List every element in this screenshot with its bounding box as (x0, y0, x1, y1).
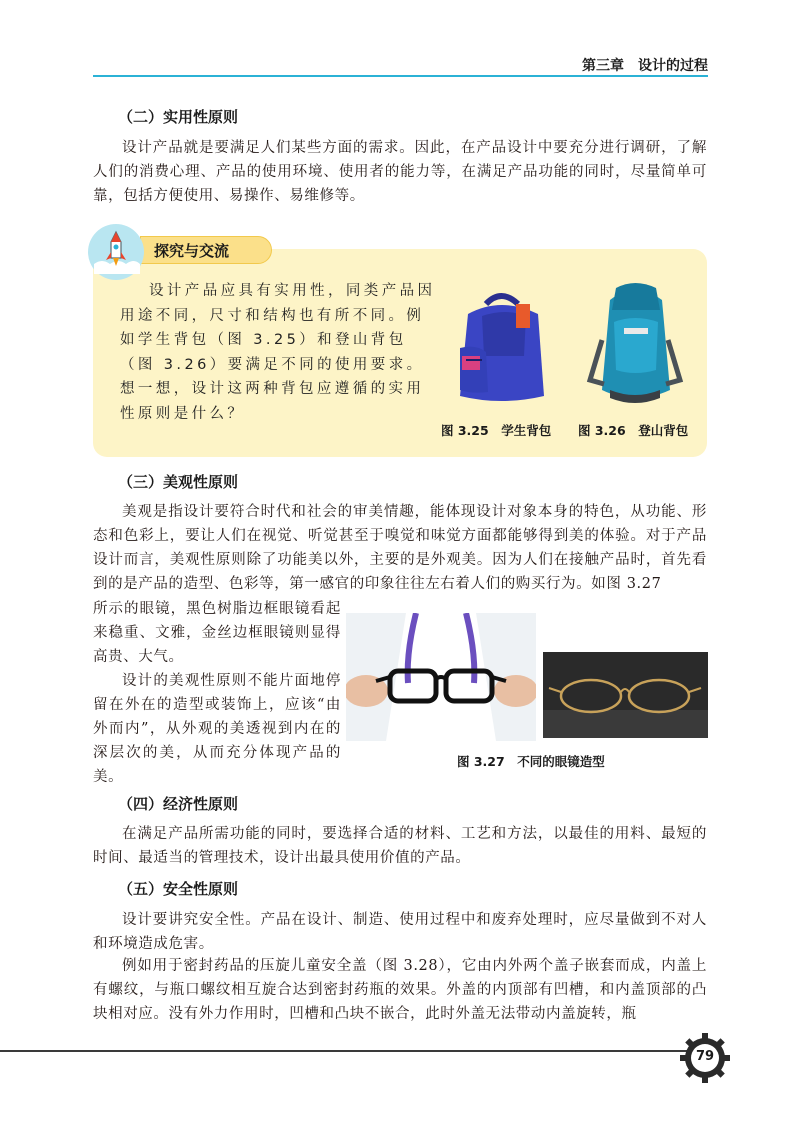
black-glasses-photo (346, 613, 536, 741)
footer-rule (0, 1050, 690, 1052)
figure-caption: 图 3.26 登山背包 (578, 423, 689, 438)
figure-caption: 图 3.27 不同的眼镜造型 (457, 754, 605, 769)
student-backpack-image (446, 286, 556, 406)
section-heading-economic: （四）经济性原则 (118, 795, 239, 813)
paragraph-aesthetic: 美观是指设计要符合时代和社会的审美情趣，能体现设计对象本身的特色，从功能、形态和色彩上，要让人们在视觉、听觉甚至于嗅觉和味觉方面都能够得到美的体验。对于产品设计而言，美观性原则除了功能美以外，主要的是外观美。因为人们在接触产品时，首先看到的是产品的造型、色彩等，第一感官的印象往往左右着人们的购买行为。如图 3.27 (93, 504, 707, 592)
paragraph-economic: 在满足产品所需功能的同时，要选择合适的材料、工艺和方法，以最佳的用料、最短的时间、最适当的管理技术，设计出最具使用价值的产品。 (93, 826, 707, 866)
paragraph-aesthetic-continued: 所示的眼镜，黑色树脂边框眼镜看起来稳重、文雅，金丝边框眼镜则显得高贵、大气。 (93, 601, 341, 665)
paragraph-aesthetic-2: 设计的美观性原则不能片面地停留在外在的造型或装饰上，应该“由外而内”，从外观的美透视到内在的深层次的美，从而充分体现产品的美。 (93, 673, 341, 785)
explore-text: 设计产品应具有实用性，同类产品因用途不同，尺寸和结构也有所不同。例如学生背包（图 3.25）和登山背包（图 3.26）要满足不同的使用要求。想一想，设计这两种背包应遵循的实用性原则是什么？ (120, 283, 436, 422)
paragraph-practical: 设计产品就是要满足人们某些方面的需求。因此，在产品设计中要充分进行调研，了解人们的消费心理、产品的使用环境、使用者的能力等，在满足产品功能的同时，尽量简单可靠，包括方便使用、易操作、易维修等。 (93, 140, 707, 204)
explore-label: 探究与交流 (154, 242, 230, 260)
page-number: 79 (695, 1049, 715, 1064)
rocket-icon (88, 224, 144, 280)
figure-caption: 图 3.25 学生背包 (441, 423, 552, 438)
chapter-title: 第三章 设计的过程 (582, 58, 708, 74)
section-heading-aesthetic: （三）美观性原则 (118, 473, 239, 491)
section-heading-safety: （五）安全性原则 (118, 880, 239, 898)
paragraph-safety-2: 例如用于密封药品的压旋儿童安全盖（图 3.28），它由内外两个盖子嵌套而成，内盖上有螺纹，与瓶口螺纹相互旋合达到密封药瓶的效果。外盖的内顶部有凹槽，和内盖顶部的凸块相对应。没有外力作用时，凹槽和凸块不嵌合，此时外盖无法带动内盖旋转，瓶 (93, 958, 707, 1022)
hiking-backpack-image (580, 280, 690, 410)
header-rule (93, 75, 708, 77)
gold-glasses-photo (543, 652, 708, 738)
section-heading-practical: （二）实用性原则 (118, 108, 239, 126)
paragraph-safety-1: 设计要讲究安全性。产品在设计、制造、使用过程中和废弃处理时，应尽量做到不对人和环境造成危害。 (93, 912, 707, 952)
